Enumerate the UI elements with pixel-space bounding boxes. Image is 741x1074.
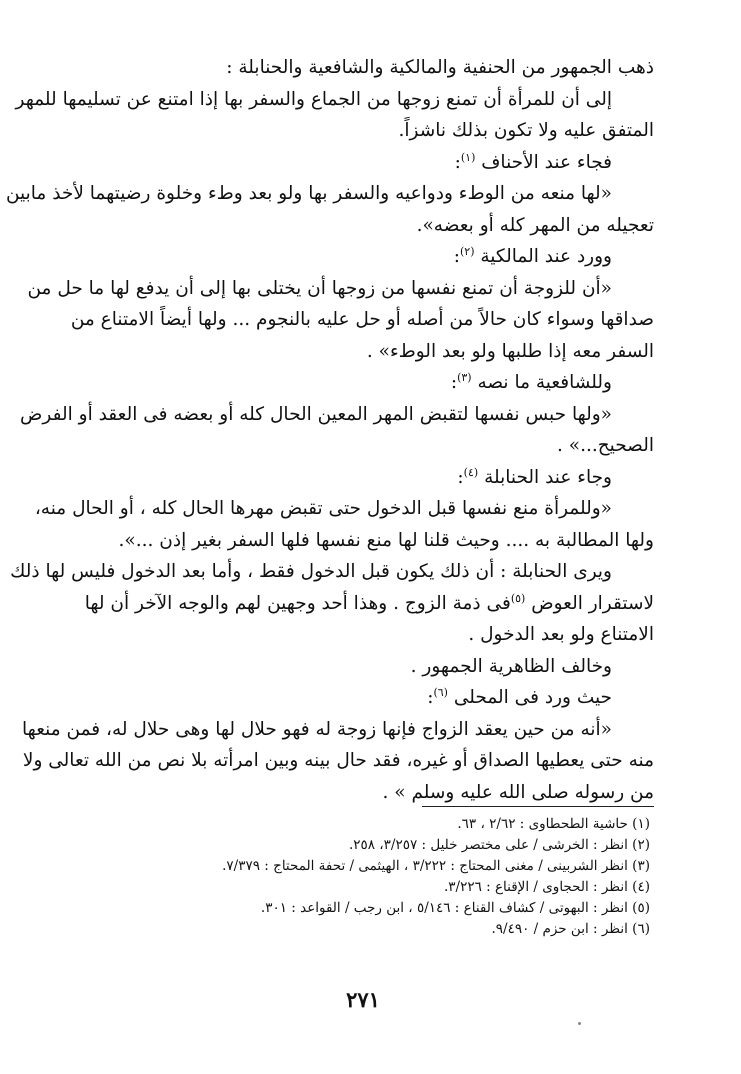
- text-line: [72, 588, 654, 620]
- footnote: (١) حاشية الطحطاوى : ٢/٦٢ ، ٦٣.: [457, 816, 650, 832]
- footnote: (٣) انظر الشربينى / مغنى المحتاج : ٣/٢٢٢ ، الهيثمى / تحفة المحتاج : ٧/٣٧٩.: [222, 858, 650, 874]
- text-line: [72, 462, 654, 494]
- quote-line: «وللمرأة منع نفسها قبل الدخول حتى تقبض مهرها الحال كله ، أو الحال منه،: [34, 498, 612, 519]
- footnote: (٢) انظر : الخرشى / على مختصر خليل : ٣/٢٥٧، ٢٥٨.: [348, 837, 650, 853]
- footnote-ref: (٣): [457, 370, 472, 384]
- quote-line: تعجيله من المهر كله أو بعضه».: [416, 214, 654, 236]
- text-line: إلى أن للمرأة أن تمنع زوجها من الجماع والسفر بها إذا امتنع عن تسليمها للمهر: [15, 88, 612, 110]
- footnote-ref: (٦): [433, 685, 448, 699]
- text-span: فجاء عند الأحناف: [481, 151, 612, 173]
- quote-line: «ولها حبس نفسها لتقبض المهر المعين الحال كله أو بعضه فى العقد أو الفرض: [20, 403, 612, 425]
- text-line: [72, 241, 654, 273]
- colon: :: [450, 372, 458, 393]
- footnote: (٥) انظر : البهوتى / كشاف القناع : ٥/١٤٦ ، ابن رجب / القواعد : ٣٠١.: [260, 900, 650, 916]
- text-line: ويرى الحنابلة : أن ذلك يكون قبل الدخول فقط ، وأما بعد الدخول فليس لها ذلك: [10, 561, 612, 582]
- quote-line: «أن للزوجة أن تمنع نفسها من زوجها أن يختلى بها إلى أن يدفع لها ما حل من: [27, 277, 612, 299]
- text-span: حيث ورد فى المحلى: [453, 687, 612, 708]
- text-line: ذهب الجمهور من الحنفية والمالكية والشافعية والحنابلة :: [226, 57, 654, 78]
- footnote-divider: [422, 806, 654, 807]
- footnotes: [72, 814, 654, 940]
- text-span: وللشافعية ما نصه: [477, 372, 612, 393]
- text-span: وورد عند المالكية: [480, 246, 612, 267]
- text-line: [72, 682, 654, 714]
- footnote: (٦) انظر : ابن حزم / ٩/٤٩٠.: [491, 921, 650, 937]
- footnote-ref: (٤): [463, 465, 479, 479]
- text-span: وجاء عند الحنابلة: [484, 466, 612, 488]
- colon: :: [453, 246, 460, 267]
- quote-line: منه حتى يعطيها الصداق أو غيره، فقد حال بينه وبين امرأته بلا نص من الله تعالى ولا: [22, 750, 654, 771]
- quote-line: «أنه من حين يعقد الزواج فإنها زوجة له فهو حلال لها وهى حلال له، فمن منعها: [22, 718, 612, 740]
- page-body: [5, 52, 654, 1012]
- quote-line: السفر معه إذا طلبها ولو بعد الوطء» .: [366, 340, 654, 362]
- text-line: وخالف الظاهرية الجمهور .: [410, 655, 612, 677]
- text-line: [72, 367, 654, 399]
- text-line: المتفق عليه ولا تكون بذلك ناشزاً.: [398, 120, 654, 141]
- footnote-ref: (١): [460, 150, 476, 164]
- text-span: لاستقرار العوض: [531, 592, 654, 614]
- scan-speck: [578, 1022, 581, 1025]
- quote-line: ولها المطالبة به .... وحيث قلنا لها منع نفسها فلها السفر بغير إذن ...».: [118, 529, 654, 551]
- quote-line: من رسوله صلى الله عليه وسلم » .: [382, 781, 654, 803]
- colon: :: [427, 687, 434, 708]
- footnote-ref: (٥): [510, 591, 526, 605]
- footnote-ref: (٢): [459, 244, 475, 258]
- text-line: الامتناع ولو بعد الدخول .: [468, 624, 654, 645]
- page-number: ٢٧١: [346, 987, 380, 1012]
- quote-line: الصحيح...» .: [556, 435, 654, 456]
- quote-line: «لها منعه من الوطء ودواعيه والسفر بها ولو بعد وطء وخلوة رضيتهما لأخذ مابين: [5, 183, 612, 204]
- colon: :: [457, 466, 464, 488]
- footnote: (٤) انظر : الحجاوى / الإقناع : ٣/٢٢٦.: [443, 879, 650, 895]
- text-line: [72, 147, 654, 179]
- colon: :: [454, 151, 461, 173]
- quote-line: صداقها وسواء كان حالاً من أصله أو حل عليه بالنجوم ... ولها أيضاً الامتناع من: [70, 309, 654, 330]
- text-span: فى ذمة الزوج . وهذا أحد وجهين لهم والوجه الآخر أن لها: [84, 592, 511, 614]
